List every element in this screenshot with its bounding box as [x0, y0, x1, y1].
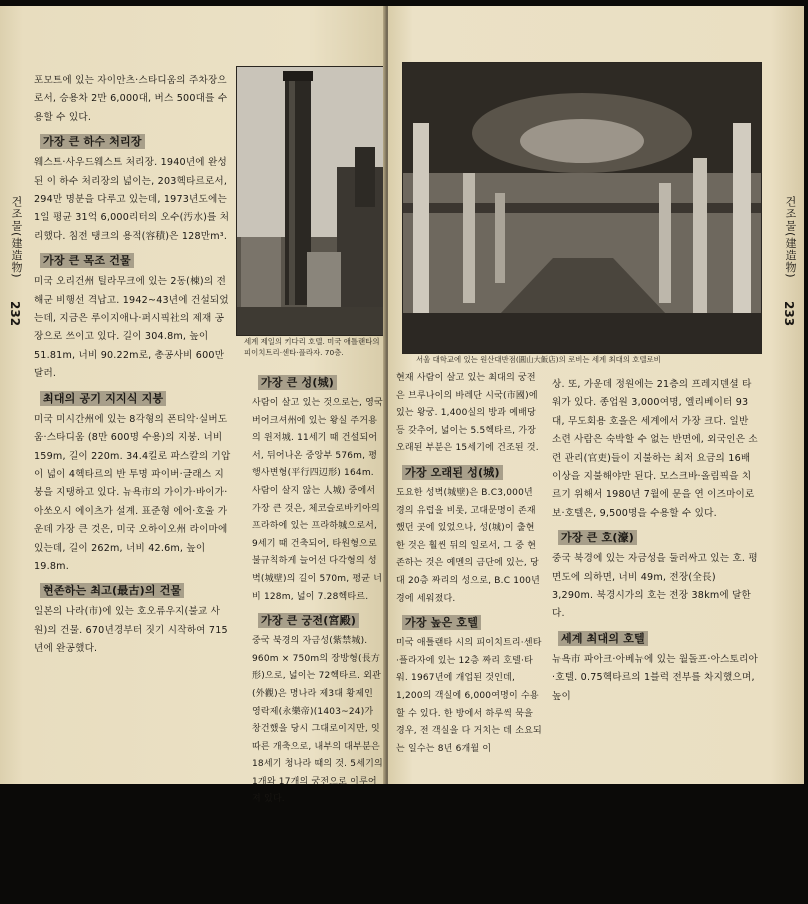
body-castle: 사람이 살고 있는 것으로는, 영국 버어크셔州에 있는 왕실 주거용의 윈저城. 11세기 때 건설되어서, 뒤어나온 중앙부 576m, 평행사변형(平行四辺形) 164m. 사람이 살지 않는 人城) 중에서 가장 큰 것은, 체코슬로바키아의 프라하에 있는 프라하城으로서, 9세기 때 건축되어, 타원형으로 불규칙하게 늘어선 다각형의 성벽(城壁)의 길이 570m, 평균 너비 128m, 넓이 7.28헥타르. — [252, 398, 383, 602]
body-palace: 중국 북경의 자금성(紫禁城). 960m × 750m의 장방형(長方形)으로, 넓이는 72헥타르. 외관(外觀)은 명나라 제3대 황제인 영락제(永樂帝)(1403~24)가 창건했을 당시 그대로이지만, 잇따른 개축으로, 내부의 대부분은 18세기 청나라 때의 것. 5세기의 1개와 17개의 궁전으로 이루어져 있다. — [252, 636, 383, 805]
intro-text: 포모트에 있는 자이안츠·스타디움의 주차장으로서, 승용차 2만 6,000대, 버스 500대를 수용할 수 있다. — [34, 75, 228, 123]
right-page-number: 233 — [782, 301, 796, 327]
body-wood: 미국 오리건州 틸라무크에 있는 2동(棟)의 전 해군 비행선 격납고. 1942~43년에 건설되었는데, 지금은 루이지애나·퍼시픽社의 제재 공장으로 쓰이고 있다. 길이 304.8m, 높이 51.81m, 너비 90.22m로, 총공사비 600만달러. — [34, 276, 229, 380]
body-oldest-castle: 도요한 성벽(城壁)은 B.C3,000년 경의 유럽을 비롯, 고대문명이 존재했던 곳에 있었으나, 성(城)이 출현한 것은 훨씬 뒤의 일로서, 그 중 현존하는 것은 예멘의 금단에 있는, 당대 20층 짜리의 성으로, B.C 100년경에 세워졌다. — [396, 487, 540, 604]
heading-sewage: 가장 큰 하수 처리장 — [40, 134, 145, 149]
heading-air-roof: 최대의 공기 지지식 지붕 — [40, 391, 166, 406]
body-oldest-building: 일본의 나라(市)에 있는 호오류우지(불교 사원)의 건물. 670년경부터 짓기 시작하여 715년에 완공했다. — [34, 606, 228, 655]
photo-caption-tower: 세계 제일의 키다리 호텔. 미국 애틀랜타의 피이치트리·센타·플라자. 70층. — [244, 337, 380, 357]
heading-moat: 가장 큰 호(濠) — [558, 530, 637, 545]
right-column-1 — [396, 370, 542, 758]
left-page-number: 232 — [8, 301, 22, 327]
heading-oldest-castle: 가장 오래된 성(城) — [402, 465, 503, 480]
body-largest-palace: 현재 사람이 살고 있는 최대의 궁전은 브루나이의 바레단 시국(市國)에 있는 왕궁. 1,400실의 방과 예배당 등 갖추어, 넓이는 5.5헥타르, 가장 오래된 부분은 15세기에 건조된 것. — [396, 373, 539, 454]
left-column-1 — [34, 72, 232, 659]
left-column-2 — [252, 368, 384, 809]
left-side-title: 건조물(建造物) — [10, 196, 23, 279]
heading-palace: 가장 큰 궁전(宮殿) — [258, 613, 359, 628]
heading-wood: 가장 큰 목조 건물 — [40, 253, 134, 268]
right-column-2 — [552, 376, 760, 706]
hotel-lobby-photo — [402, 62, 762, 354]
right-side-title: 건조물(建造物) — [784, 196, 797, 279]
photo-caption-lobby: 서울 대학교에 있는 원산대반점(圓山大飯店)의 로비는 세계 최대의 호텔로비 — [416, 355, 661, 364]
right-page — [388, 6, 804, 784]
body-hotel-continued: 상. 또, 가운데 정원에는 21층의 프레지덴셜 타워가 있다. 종업원 3,000여명, 엘리베이터 93대, 무도회용 호올은 세계에서 가장 크다. 일반 소련 사람은 숙박할 수 없는 반면에, 외국인은 소련 관리(官吏)들이 지불하는 최저 요금의 16배 이상을 지불해야만 된다. 모스크바·올림픽을 치르기 위해서 1980년 7월에 문을 연 이즈마이로보·호텔은, 9,500명을 수용할 수 있다. — [552, 379, 758, 519]
body-moat: 중국 북경에 있는 자금성을 둘러싸고 있는 호. 평면도에 의하면, 너비 49m, 전장(全長) 3,290m. 북경시가의 호는 전장 38km에 달한다. — [552, 553, 758, 620]
hotel-tower-photo — [236, 66, 386, 336]
body-tallest-hotel: 미국 애틀랜타 시의 피이치트리·센타·플라자에 있는 12층 짜리 호텔·타워. 1967년에 개업된 것인데, 1,200의 객실에 6,000여명이 수용할 수 있다. 한 방에서 하루씩 묵을 경우, 전 객실을 다 거치는 데 소요되는 일수는 8년 6개월 이 — [396, 638, 542, 754]
body-air-roof: 미국 미시간州에 있는 8각형의 폰티악·실버도움·스타디움 (8만 600명 수용)의 지붕. 너비 159m, 길이 220m. 34.4킬로 파스칼의 기압이 넓이 4헥타르의 반 투명 파이버·글래스 지붕을 지탱하고 있다. 뉴욕市의 가이가·바이가·아쏘오시 에이츠가 설계. 표준형 에어·호울 가운데 가장 큰 것은, 미국 오하이오州 라이마에 있는데, 길이 262m, 너비 42.6m, 높이 19.8m. — [34, 413, 231, 572]
body-largest-hotel: 뉴욕市 파아크·아베뉴에 있는 월돌프·아스토리아·호텔. 0.75헥타르의 1블럭 전부를 차지했으며, 높이 — [552, 653, 758, 702]
body-sewage: 웨스트·사우드웨스트 처리장. 1940년에 완성된 이 하수 처리장의 넓이는, 203헥타르로서, 294만 명분을 다루고 있는데, 1973년도에는 1일 평균 31억 6,000리터의 오수(汚水)를 처리했다. 침전 탱크의 용적(容積)은 128만m³. — [34, 157, 230, 242]
heading-castle: 가장 큰 성(城) — [258, 375, 337, 390]
heading-oldest-building: 현존하는 최고(最古)의 건물 — [40, 583, 184, 598]
left-page — [0, 6, 386, 805]
heading-tallest-hotel: 가장 높은 호텔 — [402, 615, 481, 630]
heading-largest-hotel: 세계 최대의 호텔 — [558, 631, 648, 646]
